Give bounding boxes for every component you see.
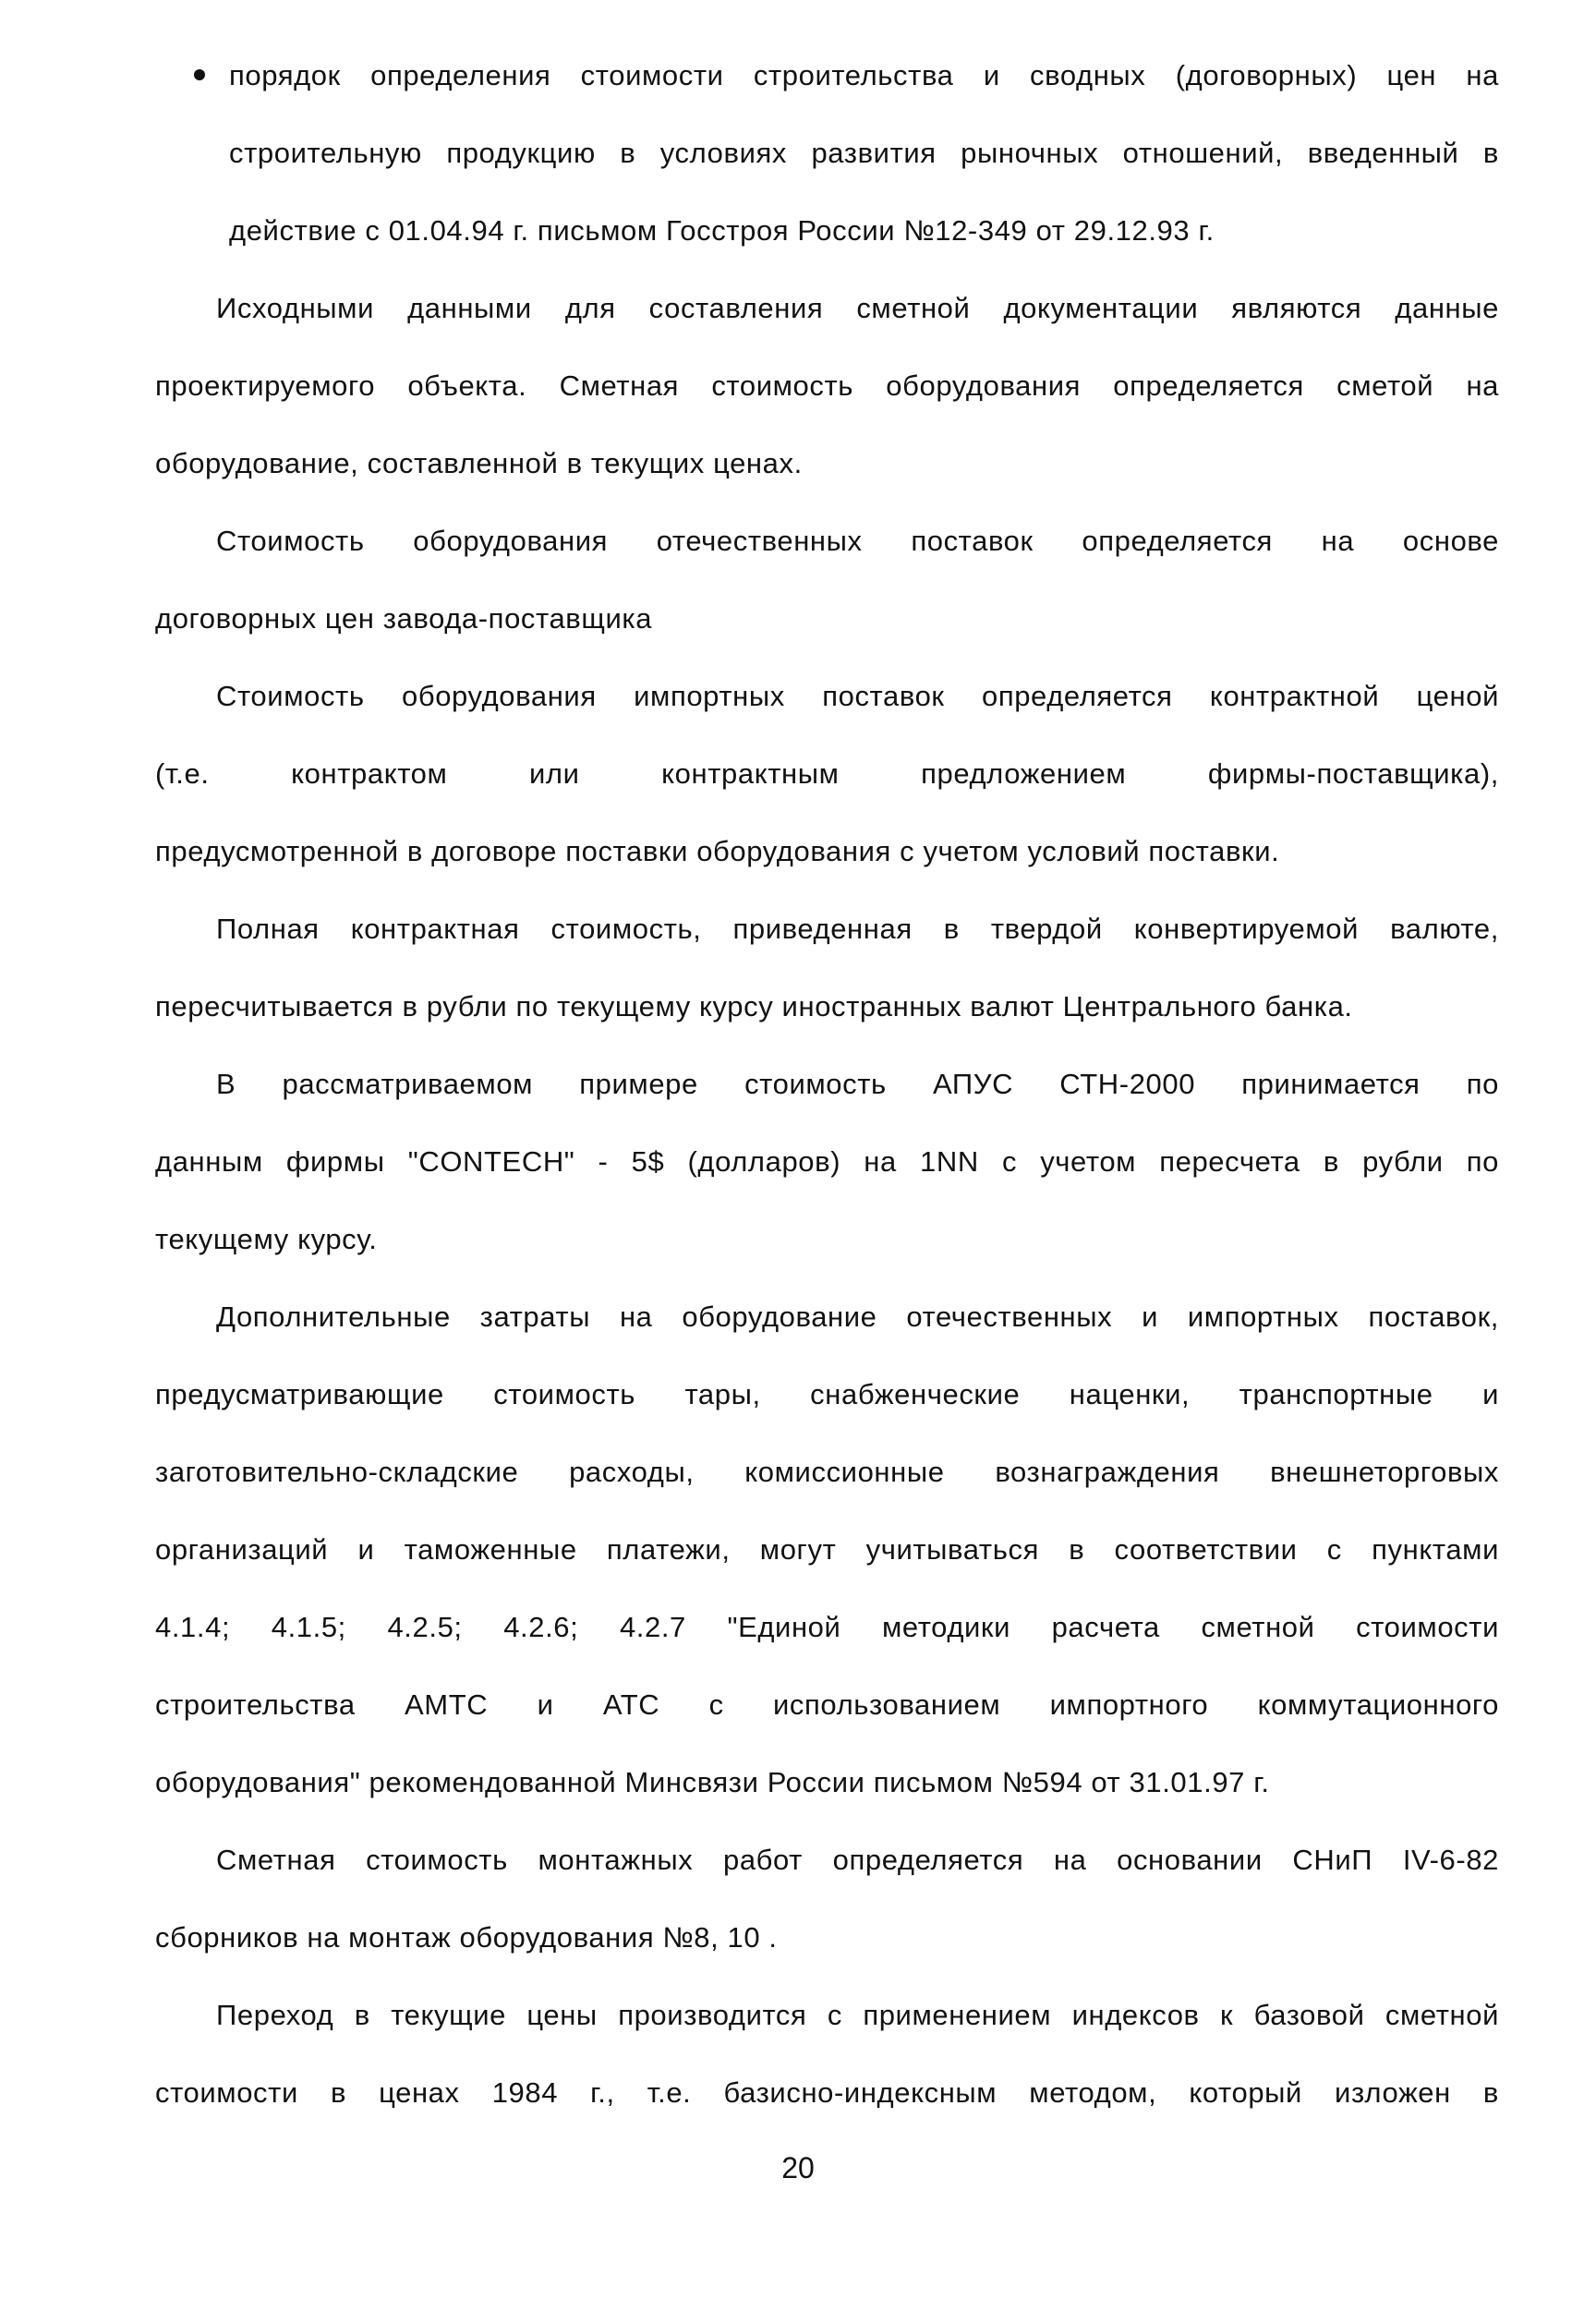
paragraph — [155, 890, 1499, 1046]
paragraph — [155, 502, 1499, 658]
bullet-list-item — [155, 37, 1499, 270]
text-line: предусматривающие стоимость тары, снабженческие наценки, транспортные и — [155, 1378, 1499, 1410]
text-line: В рассматриваемом примере стоимость АПУС СТН-2000 принимается по — [216, 1068, 1499, 1100]
bullet-icon — [194, 69, 205, 80]
text-line: оборудование, составленной в текущих ценах. — [155, 447, 803, 479]
text-line: сборников на монтаж оборудования №8, 10 . — [155, 1921, 778, 1954]
paragraph — [155, 658, 1499, 890]
paragraph — [155, 1821, 1499, 1977]
text-line: Исходными данными для составления сметной документации являются данные — [216, 292, 1499, 324]
text-line: 4.1.4; 4.1.5; 4.2.5; 4.2.6; 4.2.7 "Единой методики расчета сметной стоимости — [155, 1611, 1499, 1643]
text-line — [155, 37, 1499, 115]
paragraph — [155, 270, 1499, 502]
text-line: Стоимость оборудования отечественных поставок определяется на основе — [216, 525, 1499, 557]
text-line: организаций и таможенные платежи, могут учитываться в соответствии с пунктами — [155, 1533, 1499, 1566]
text-line: проектируемого объекта. Сметная стоимость оборудования определяется сметой на — [155, 369, 1499, 402]
text-line: Переход в текущие цены производится с применением индексов к базовой сметной — [216, 1999, 1499, 2031]
text-line: стоимости в ценах 1984 г., т.е. базисно-индексным методом, который изложен в — [155, 2076, 1499, 2109]
text-line: действие с 01.04.94 г. письмом Госстроя России №12-349 от 29.12.93 г. — [229, 214, 1215, 247]
text-line: данным фирмы "CONTECH" - 5$ (долларов) на 1NN с учетом пересчета в рубли по — [155, 1145, 1499, 1178]
text-line: Полная контрактная стоимость, приведенная в твердой конвертируемой валюте, — [216, 913, 1499, 945]
text-line: договорных цен завода-поставщика — [155, 602, 653, 635]
text-line: оборудования" рекомендованной Минсвязи России письмом №594 от 31.01.97 г. — [155, 1766, 1270, 1798]
paragraph — [155, 1278, 1499, 1821]
text-line: строительства АМТС и АТС с использованием импортного коммутационного — [155, 1688, 1499, 1721]
text-line: текущему курсу. — [155, 1223, 378, 1255]
text-line: строительную продукцию в условиях развития рыночных отношений, введенный в — [229, 137, 1499, 169]
text-line-content: порядок определения стоимости строительства и сводных (договорных) цен на — [229, 59, 1499, 91]
text-line: Дополнительные затраты на оборудование отечественных и импортных поставок, — [216, 1301, 1499, 1333]
text-line: заготовительно-складские расходы, комиссионные вознаграждения внешнеторговых — [155, 1456, 1499, 1488]
text-line: Сметная стоимость монтажных работ определяется на основании СНиП IV-6-82 — [216, 1844, 1499, 1876]
text-line: предусмотренной в договоре поставки оборудования с учетом условий поставки. — [155, 835, 1280, 867]
document-body — [155, 37, 1499, 2132]
page-number: 20 — [781, 2151, 815, 2184]
text-line: Стоимость оборудования импортных поставок определяется контрактной ценой — [216, 680, 1499, 712]
text-line: (т.е. контрактом или контрактным предложением фирмы-поставщика), — [155, 757, 1499, 790]
text-line: пересчитывается в рубли по текущему курсу иностранных валют Центрального банка. — [155, 990, 1353, 1022]
paragraph — [155, 1977, 1499, 2132]
paragraph — [155, 1046, 1499, 1278]
